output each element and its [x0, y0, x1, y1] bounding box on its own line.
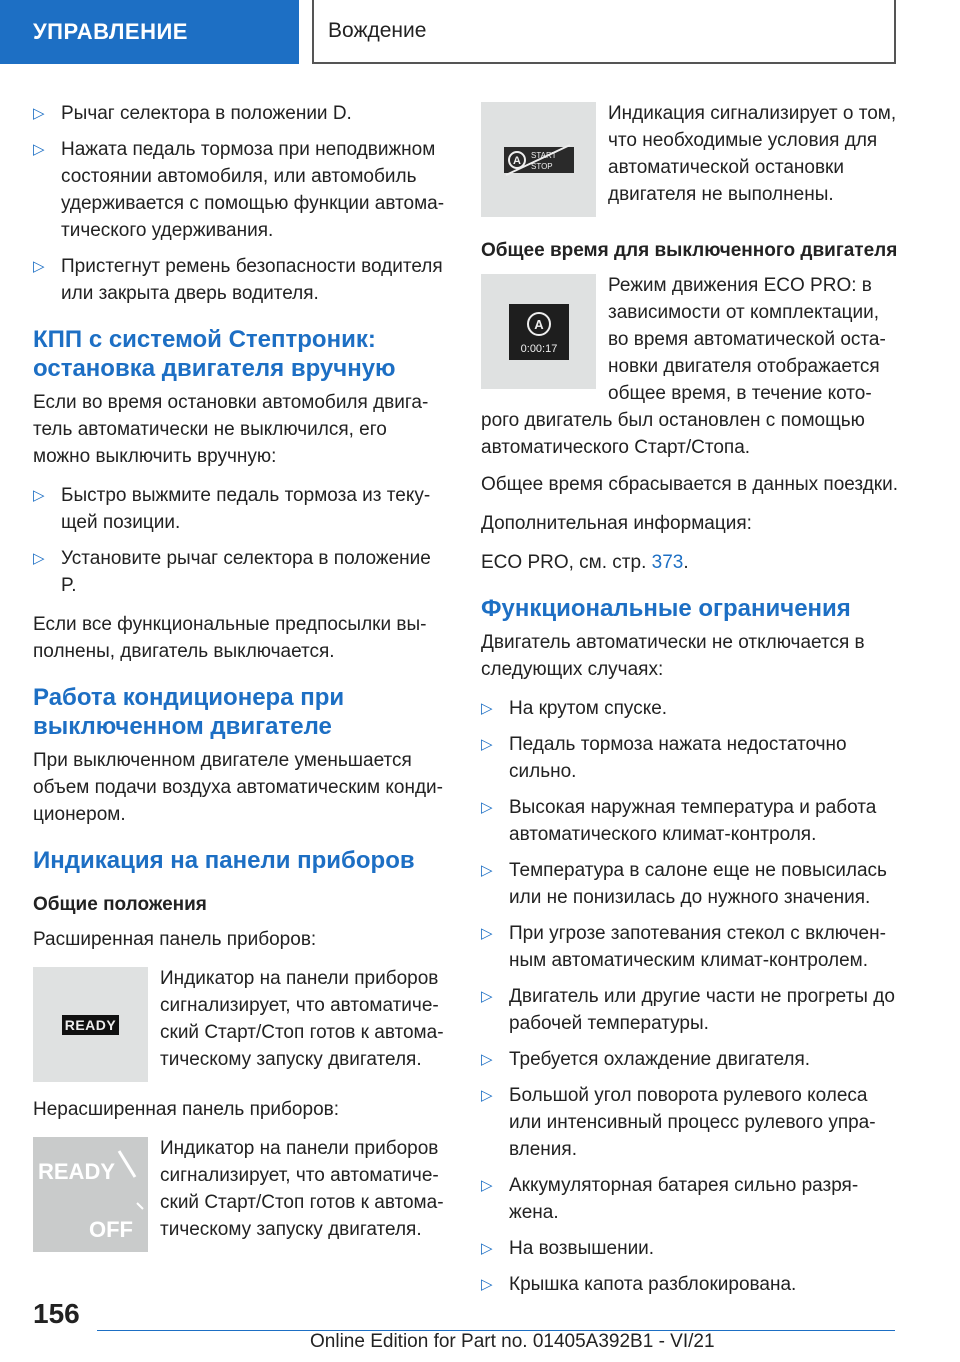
figure-ready-extended — [33, 965, 448, 1086]
start-text: START — [530, 150, 556, 160]
heading-general: Общие положения — [33, 894, 207, 915]
paragraph: Расширенная панель приборов: — [33, 929, 317, 950]
triangle-bullet-icon: ▷ — [481, 700, 493, 717]
left-column — [33, 100, 448, 1266]
triangle-bullet-icon: ▷ — [481, 736, 493, 753]
heading-manual-stop: КПП с системой Стептроник: остановка двигателя вручную — [33, 326, 396, 382]
triangle-bullet-icon: ▷ — [481, 925, 493, 942]
right-column — [481, 100, 901, 1310]
list-item: ▷ Высокая наружная температура и работа автоматического климат-контроля. — [481, 794, 901, 848]
list-item: ▷ На возвышении. — [481, 1235, 901, 1262]
figure-caption: Индикатор на панели приборов сигнализирует, что автоматический Старт/Стоп готов к автоматическому запуску двигателя. — [160, 968, 444, 1070]
triangle-bullet-icon: ▷ — [481, 1087, 493, 1104]
paragraph: Нерасширенная панель приборов: — [33, 1099, 340, 1120]
eco-pro-reference: ECO PRO, см. стр. 373. — [481, 552, 689, 573]
list-item: ▷ Пристегнут ремень безопасности водителя или закрыта дверь водителя. — [33, 253, 448, 307]
list-item: ▷ Рычаг селектора в положении D. — [33, 100, 448, 127]
triangle-bullet-icon: ▷ — [481, 862, 493, 879]
figure-total-time — [481, 272, 901, 461]
off-label: OFF — [89, 1217, 133, 1242]
ready-label: READY — [38, 1159, 116, 1184]
paragraph: Двигатель автоматически не отключается в следующих случаях: — [481, 632, 865, 680]
figure-caption: Режим движения ECO PRO: в зависимости от комплектации, во время автоматической остановки двигателя отображается общее время, в течение которого двигатель был остановлен с помощью автоматического Старт/Стопа. — [481, 275, 886, 458]
start-stop-crossed-image — [481, 102, 596, 217]
timer-text: 0:00:17 — [520, 342, 557, 355]
svg-text:A: A — [512, 154, 521, 167]
triangle-bullet-icon: ▷ — [33, 258, 45, 275]
figure-caption: Индикатор на панели приборов сигнализирует, что автоматический Старт/Стоп готов к автоматическому запуску двигателя. — [160, 1138, 444, 1240]
list-item: ▷ Педаль тормоза нажата недостаточно сильно. — [481, 731, 901, 785]
heading-total-time: Общее время для выключенного двигателя — [481, 240, 898, 261]
triangle-bullet-icon: ▷ — [33, 141, 45, 158]
manual-steps-list — [33, 482, 448, 599]
list-item: ▷ Нажата педаль тормоза при неподвижном состоянии автомобиля, или автомобиль удерживается с помощью функции автоматического удерживания. — [33, 136, 448, 244]
auto-start-stop-icon — [509, 304, 569, 360]
list-item: ▷ При угрозе запотевания стекол с включенным автоматическим климат-контролем. — [481, 920, 901, 974]
paragraph: При выключенном двигателе уменьшается объем подачи воздуха автоматическим кондиционером. — [33, 750, 443, 825]
section-tab: УПРАВЛЕНИЕ — [0, 0, 299, 64]
triangle-bullet-icon: ▷ — [481, 1177, 493, 1194]
figure-start-stop-unavailable — [481, 100, 901, 221]
list-item: ▷ Большой угол поворота рулевого колеса или интенсивный процесс рулевого управления. — [481, 1082, 901, 1163]
list-item: ▷ Требуется охлаждение двигателя. — [481, 1046, 901, 1073]
triangle-bullet-icon: ▷ — [481, 799, 493, 816]
paragraph: Общее время сбрасывается в данных поездки. — [481, 474, 898, 495]
limits-list — [481, 695, 901, 1298]
paragraph: Если во время остановки автомобиля двигатель автоматически не выключился, его можно выключить вручную: — [33, 392, 429, 467]
stop-text: STOP — [530, 161, 553, 171]
triangle-bullet-icon: ▷ — [481, 988, 493, 1005]
list-item: ▷ На крутом спуске. — [481, 695, 901, 722]
list-item: ▷ Температура в салоне еще не повысилась или не понизилась до нужного значения. — [481, 857, 901, 911]
page-link-373[interactable]: 373 — [651, 552, 684, 573]
ready-indicator-image — [33, 967, 148, 1082]
list-item: ▷ Крышка капота разблокирована. — [481, 1271, 901, 1298]
triangle-bullet-icon: ▷ — [481, 1051, 493, 1068]
triangle-bullet-icon: ▷ — [33, 487, 45, 504]
chapter-title: Вождение — [312, 0, 896, 64]
heading-display: Индикация на панели приборов — [33, 847, 415, 874]
conditions-list — [33, 100, 448, 307]
ready-gauge-image — [33, 1137, 148, 1252]
triangle-bullet-icon: ▷ — [33, 550, 45, 567]
paragraph: Дополнительная информация: — [481, 513, 752, 534]
list-item: ▷ Быстро выжмите педаль тормоза из текущей позиции. — [33, 482, 448, 536]
start-stop-crossed-icon — [504, 143, 574, 177]
timer-indicator-image — [481, 274, 596, 389]
triangle-bullet-icon: ▷ — [481, 1276, 493, 1293]
heading-limits: Функциональные ограничения — [481, 595, 851, 622]
heading-ac: Работа кондиционера при выключенном двигателе — [33, 684, 345, 740]
page-number: 156 — [33, 1298, 80, 1329]
triangle-bullet-icon: ▷ — [33, 105, 45, 122]
figure-caption: Индикация сигнализирует о том, что необходимые условия для автоматической остановки двигателя не выполнены. — [608, 103, 897, 205]
ready-label: READY — [62, 1015, 120, 1035]
list-item: ▷ Аккумуляторная батарея сильно разряжена. — [481, 1172, 901, 1226]
svg-text:A: A — [533, 316, 544, 332]
edition-text: Online Edition for Part no. 01405A392B1 - VI/21 — [310, 1331, 715, 1352]
list-item: ▷ Установите рычаг селектора в положение P. — [33, 545, 448, 599]
list-item: ▷ Двигатель или другие части не прогреты до рабочей температуры. — [481, 983, 901, 1037]
figure-ready-gauge — [33, 1135, 448, 1256]
triangle-bullet-icon: ▷ — [481, 1240, 493, 1257]
paragraph: Если все функциональные предпосылки выполнены, двигатель выключается. — [33, 614, 427, 662]
